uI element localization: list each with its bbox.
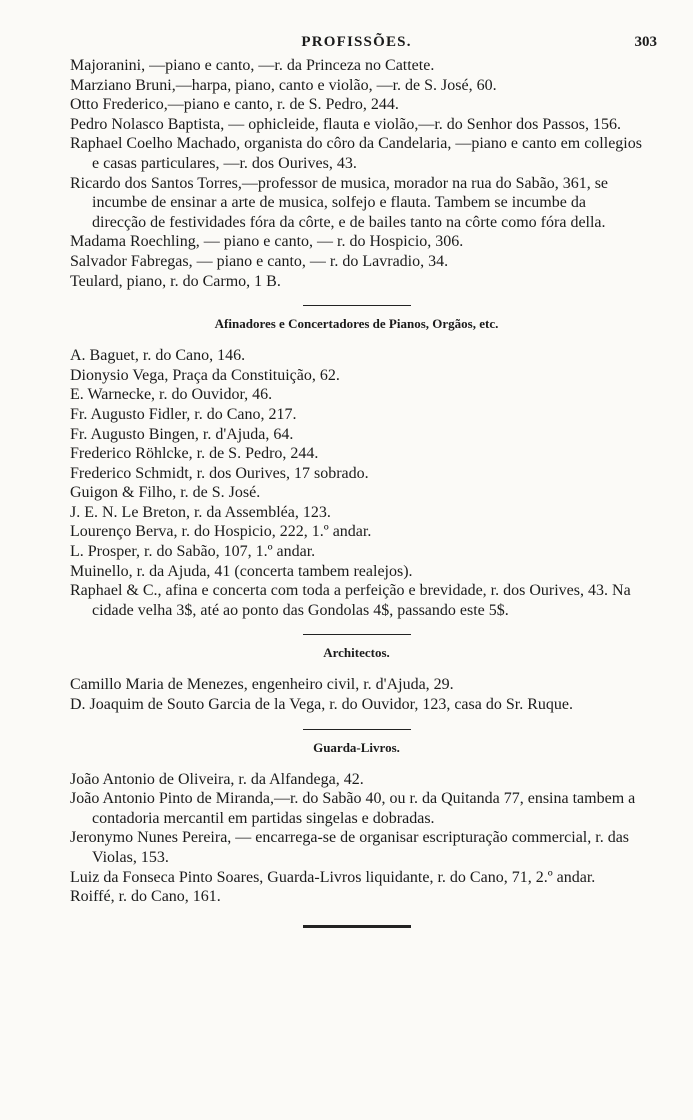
section-heading: Architectos.	[323, 645, 390, 661]
section-divider	[303, 729, 411, 730]
list-entry: Otto Frederico,—piano e canto, r. de S. Pedro, 244.	[70, 96, 399, 114]
list-entry: Raphael & C., afina e concerta com toda a perfeição e brevidade, r. dos Ourives, 43. Na cidade velha 3$, até ao ponto das Gondolas 4$, passando este 5$.	[70, 582, 631, 619]
list-entry: J. E. N. Le Breton, r. da Assembléa, 123.	[70, 503, 331, 521]
running-title: PROFISSÕES.	[301, 34, 412, 50]
list-entry: Marziano Bruni,—harpa, piano, canto e violão, —r. de S. José, 60.	[70, 76, 497, 94]
section-music-teachers	[70, 56, 643, 291]
list-entry: Frederico Schmidt, r. dos Ourives, 17 sobrado.	[70, 464, 369, 482]
list-entry: Lourenço Berva, r. do Hospicio, 222, 1.º andar.	[70, 523, 372, 541]
list-entry: João Antonio Pinto de Miranda,—r. do Sabão 40, ou r. da Quitanda 77, ensina tambem a contadoria mercantil em partidas singelas e dobradas.	[70, 790, 636, 827]
list-entry: Camillo Maria de Menezes, engenheiro civil, r. d'Ajuda, 29.	[70, 676, 454, 694]
list-entry: Roiffé, r. do Cano, 161.	[70, 888, 221, 906]
section-bookkeepers	[70, 740, 643, 907]
section-divider	[303, 305, 411, 306]
list-entry: Dionysio Vega, Praça da Constituição, 62.	[70, 366, 340, 384]
page-header	[70, 30, 657, 56]
list-entry: L. Prosper, r. do Sabão, 107, 1.º andar.	[70, 543, 316, 561]
list-entry: Fr. Augusto Bingen, r. d'Ajuda, 64.	[70, 425, 294, 443]
list-entry: Madama Roechling, — piano e canto, — r. do Hospicio, 306.	[70, 233, 464, 251]
section-heading: Afinadores e Concertadores de Pianos, Orgãos, etc.	[214, 316, 499, 332]
list-entry: Fr. Augusto Fidler, r. do Cano, 217.	[70, 405, 297, 423]
section-divider	[303, 634, 411, 635]
list-entry: Luiz da Fonseca Pinto Soares, Guarda-Livros liquidante, r. do Cano, 71, 2.º andar.	[70, 868, 596, 886]
list-entry: Frederico Röhlcke, r. de S. Pedro, 244.	[70, 445, 319, 463]
list-entry: Jeronymo Nunes Pereira, — encarrega-se de organisar escripturação commercial, r. das Violas, 153.	[70, 829, 630, 866]
end-rule	[303, 925, 411, 928]
list-entry: Teulard, piano, r. do Carmo, 1 B.	[70, 272, 281, 290]
list-entry: Guigon & Filho, r. de S. José.	[70, 484, 261, 502]
section-piano-tuners	[70, 316, 643, 620]
list-entry: Muinello, r. da Ajuda, 41 (concerta tambem realejos).	[70, 562, 413, 580]
list-entry: Majoranini, —piano e canto, —r. da Princeza no Cattete.	[70, 57, 435, 74]
list-entry: Salvador Fabregas, — piano e canto, — r. do Lavradio, 34.	[70, 252, 449, 270]
list-entry: João Antonio de Oliveira, r. da Alfandega, 42.	[70, 770, 364, 788]
list-entry: Pedro Nolasco Baptista, — ophicleide, flauta e violão,—r. do Senhor dos Passos, 156.	[70, 115, 622, 133]
list-entry: A. Baguet, r. do Cano, 146.	[70, 347, 246, 365]
section-architects	[70, 645, 643, 714]
list-entry: Raphael Coelho Machado, organista do côro da Candelaria, —piano e canto em collegios e casas particulares, —r. dos Ourives, 43.	[70, 135, 642, 172]
page-number: 303	[634, 34, 657, 50]
section-heading: Guarda-Livros.	[313, 739, 400, 755]
list-entry: Ricardo dos Santos Torres,—professor de musica, morador na rua do Sabão, 361, se incumbe de ensinar a arte de musica, solfejo e flauta. Tambem se incumbe da direcção de festividades fóra da côrte, e de bailes tanto na côrte como fóra della.	[70, 174, 609, 231]
list-entry: D. Joaquim de Souto Garcia de la Vega, r. do Ouvidor, 123, casa do Sr. Ruque.	[70, 696, 573, 714]
list-entry: E. Warnecke, r. do Ouvidor, 46.	[70, 386, 273, 404]
